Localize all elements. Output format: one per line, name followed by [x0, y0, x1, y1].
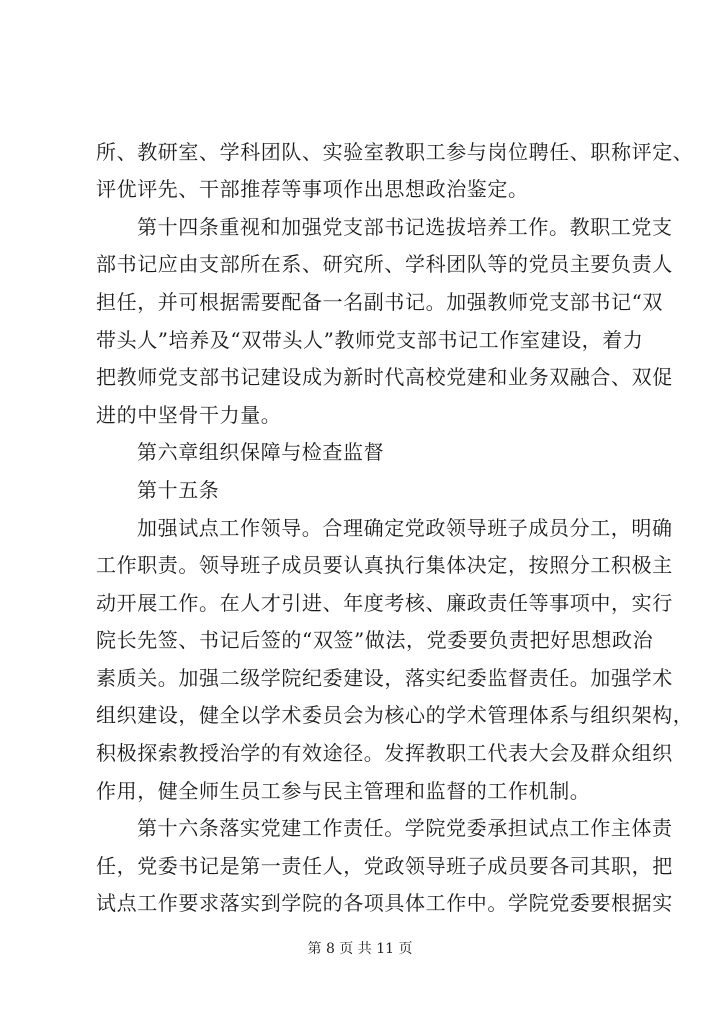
paragraph-first-line: 加强试点工作领导。合理确定党政领导班子成员分工，明确	[137, 516, 673, 540]
body-text-line: 工作职责。领导班子成员要认真执行集体决定，按照分工积极主	[96, 553, 673, 577]
body-text-line: 带头人”培养及“双带头人”教师党支部书记工作室建设，着力	[96, 328, 644, 352]
body-text-line: 试点工作要求落实到学院的各项具体工作中。学院党委要根据实	[96, 891, 673, 915]
body-text-line: 动开展工作。在人才引进、年度考核、廉政责任等事项中，实行	[96, 591, 673, 615]
article-heading: 第十五条	[137, 478, 220, 502]
body-text-line: 所、教研室、学科团队、实验室教职工参与岗位聘任、职称评定、	[96, 140, 694, 164]
page-number-footer: 第 8 页 共 11 页	[307, 941, 413, 957]
paragraph-first-line: 第十六条落实党建工作责任。学院党委承担试点工作主体责	[137, 816, 673, 840]
body-text-line: 进的中坚骨干力量。	[96, 403, 282, 427]
body-text-line: 部书记应由支部所在系、研究所、学科团队等的党员主要负责人	[96, 252, 673, 276]
body-text-line: 评优评先、干部推荐等事项作出思想政治鉴定。	[96, 177, 529, 201]
body-text-line: 作用，健全师生员工参与民主管理和监督的工作机制。	[96, 779, 591, 803]
body-text-line: 院长先签、书记后签的“双签”做法，党委要负责把好思想政治	[96, 628, 654, 652]
body-text-line: 积极探索教授治学的有效途径。发挥教职工代表大会及群众组织	[96, 741, 673, 765]
paragraph-first-line: 第十四条重视和加强党支部书记选拔培养工作。教职工党支	[137, 215, 673, 239]
chapter-heading: 第六章组织保障与检查监督	[137, 440, 385, 464]
body-text-line: 任，党委书记是第一责任人，党政领导班子成员要各司其职，把	[96, 854, 673, 878]
body-text-line: 素质关。加强二级学院纪委建设，落实纪委监督责任。加强学术	[96, 666, 673, 690]
body-text-line: 担任，并可根据需要配备一名副书记。加强教师党支部书记“双	[96, 290, 664, 314]
body-text-line: 把教师党支部书记建设成为新时代高校党建和业务双融合、双促	[96, 365, 673, 389]
body-text-line: 组织建设，健全以学术委员会为核心的学术管理体系与组织架构，	[96, 703, 694, 727]
